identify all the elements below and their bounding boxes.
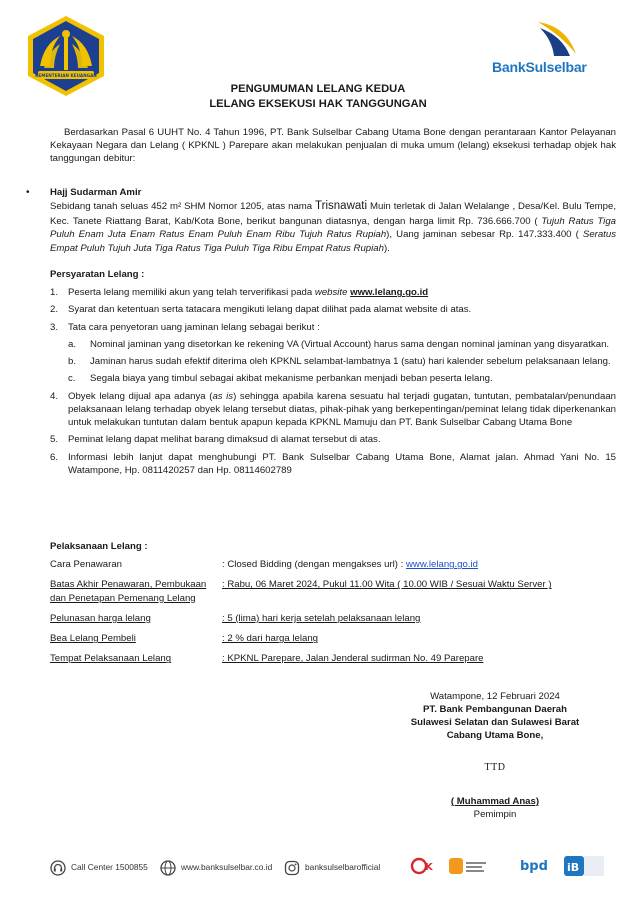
debtor-section [26,186,616,255]
footer-social [284,860,380,876]
svg-text:K: K [425,862,433,873]
title-line-1: PENGUMUMAN LELANG KEDUA [230,83,406,95]
call-center-text: Call Center 1500855 [71,862,148,873]
execution-heading: Pelaksanaan Lelang : [50,541,148,552]
lelang-url-link[interactable]: www.lelang.go.id [405,559,478,571]
bullet-icon: • [26,187,30,198]
table-row: Tempat Pelaksanaan Lelang : KPKNL Parepare, Jalan Jenderal sudirman No. 49 Parepare [50,653,484,665]
ojk-logo-icon [410,854,440,878]
requirements-heading: Persyaratan Lelang : [50,269,145,280]
requirement-item: 5. Peminat lelang dapat melihat barang dimaksud di alamat tersebut di atas. [50,434,381,446]
globe-icon [160,860,176,876]
lelang-website-link[interactable]: www.lelang.go.id [350,287,429,299]
execution-table [50,558,552,672]
debtor-name: Hajj Sudarman Amir [50,187,142,198]
social-text[interactable]: banksulselbarofficial [305,862,381,873]
brand-bank: Bank [492,59,526,75]
sign-org-2: Sulawesi Selatan dan Sulawesi Barat [410,717,580,729]
signer-role: Pemimpin [473,809,517,821]
lps-logo-icon [448,854,488,878]
brand-sulselbar: Sulselbar [525,59,587,75]
intro-paragraph: Berdasarkan Pasal 6 UUHT No. 4 Tahun 1996, PT. Bank Sulselbar Cabang Utama Bone dengan perantaraan Kantor Pelayanan Kekayaan Negara dan Lelang ( KPKNL ) Parepare akan melakukan penjualan di muka umum (lelang) eksekusi terhadap objek hak tanggungan debitur: [50,127,616,165]
signer-name: ( Muhammad Anas) [450,795,540,807]
requirement-item: 2. Syarat dan ketentuan serta tatacara mengikuti lelang dapat dilihat pada alamat website di atas. [50,304,472,316]
footer [50,854,616,880]
ttd-mark: TTD [484,762,506,774]
table-row: Bea Lelang Pembeli : 2 % dari harga lelang [50,633,318,645]
requirement-item: 1. Peserta lelang memiliki akun yang telah terverifikasi pada website www.lelang.go.id [50,287,429,299]
sub-item: c. Segala biaya yang timbul sebagai akibat mekanisme perbankan menjadi beban peserta lelang. [68,373,493,385]
kemenkeu-logo-text: KEMENTERIAN KEUANGAN [35,73,97,78]
requirement-item: 6. Informasi lebih lanjut dapat menghubungi PT. Bank Sulselbar Cabang Utama Bone, Alamat jalan. Ahmad Yani No. 15 Watampone, Hp. 0811420257 dan Hp. 08114602789 [50,451,616,476]
svg-text:iB: iB [567,861,580,874]
owner-name: Trisnawati [315,200,368,213]
title-line-2: LELANG EKSEKUSI HAK TANGGUNGAN [209,98,427,111]
debtor-description: Sebidang tanah seluas 452 m² SHM Nomor 1205, atas nama Trisnawati Muin terletak di Jalan Welalange , Desa/Kel. Bulu Tempe, Kec. Tanete Riattang Barat, Kab/Kota Bone, berikut bangunan diatasnya, dengan harga limit Rp. 736.666.700 ( Tujuh Ratus Tiga Puluh Enam Juta Enam Ratus Enam Puluh Enam Ribu Tujuh Ratus Rupiah), Uang jaminan sebesar Rp. 147.333.400 ( Seratus Empat Puluh Tujuh Juta Tiga Ratus Tiga Puluh Tiga Ribu Empat Ratus Rupiah). [50,200,616,254]
instagram-icon [284,860,300,876]
footer-call [50,860,148,876]
page-title [0,82,636,112]
bpd-logo-icon [518,854,548,878]
requirement-item: 4. Obyek lelang dijual apa adanya (as is) sehingga apabila karena sesuatu hal terjadi gugatan, tuntutan, pembatalan/penundaan pelaksanaan lelang terhadap obyek lelang tersebut diatas, pihak-pihak yang berkepentingan/peminat lelang tidak diperkenankan untuk melakukan tuntutan dalam bentuk apapun kepada KPKNL Mamuju dan PT. Bank Sulselbar Cabang Utama Bone [50,390,616,429]
sign-org-3: Cabang Utama Bone, [446,730,544,742]
execution-section [50,540,616,673]
sign-org-1: PT. Bank Pembangunan Daerah [423,704,567,716]
sub-item: b. Jaminan harus sudah efektif diterima oleh KPKNL selambat-lambatnya 1 (satu) hari kalender sebelum pelaksanaan lelang. [68,356,611,368]
svg-text:bpd: bpd [520,859,548,874]
table-row: Pelunasan harga lelang : 5 (lima) hari kerja setelah pelaksanaan lelang [50,612,421,624]
requirements-section [50,268,616,481]
website-text[interactable]: www.banksulselbar.co.id [181,862,273,873]
sign-date: Watampone, 12 Februari 2024 [430,691,560,702]
ib-logo-icon [560,854,610,878]
footer-web [160,860,272,876]
sub-item: a. Nominal jaminan yang disetorkan ke rekening VA (Virtual Account) harus sama dengan nominal jaminan yang disyaratkan. [68,338,610,350]
requirement-item: 3. Tata cara penyetoran uang jaminan lelang sebagai berikut : a. Nominal jaminan yang disetorkan ke rekening VA (Virtual Account) harus sama dengan nominal jaminan yang disyaratkan. b. Jaminan harus sudah efektif diterima oleh KPKNL selambat-lambatnya 1 (satu) hari kalender sebelum pelaksanaan lelang. c. Segala biaya yang timbul sebagai akibat mekanisme perbankan menjadi beban peserta lelang. [50,321,616,386]
signature-block [400,690,590,821]
bank-sulselbar-logo [492,20,602,80]
headset-icon [50,860,66,876]
table-row: Batas Akhir Penawaran, Pembukaan dan Penetapan Pemenang Lelang : Rabu, 06 Maret 2024, Pukul 11.00 Wita ( 10.00 WIB / Sesuai Waktu Server ) [50,579,552,604]
table-row: Cara Penawaran : Closed Bidding (dengan mengakses url) : www.lelang.go.id [50,559,478,571]
